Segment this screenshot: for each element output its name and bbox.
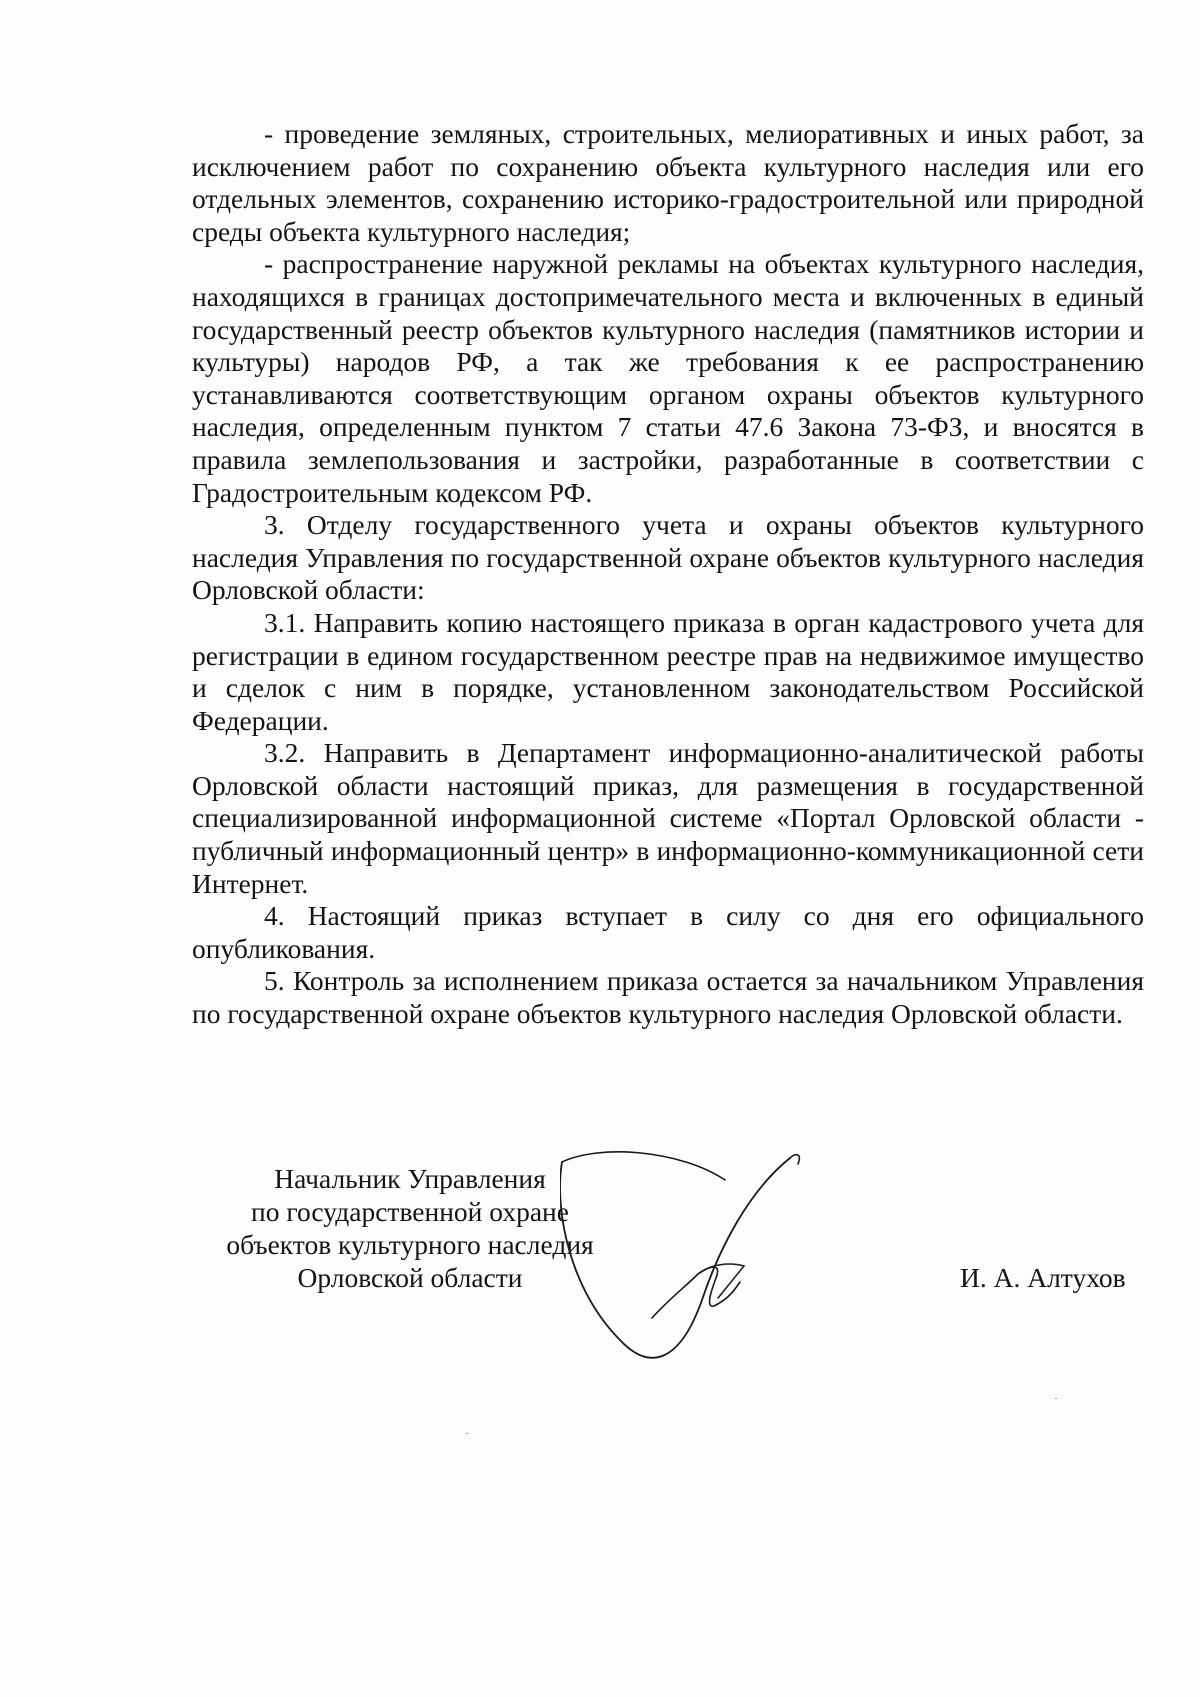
position-line: Начальник Управления [274,1163,546,1194]
paragraph-item-5: 5. Контроль за исполнением приказа остается за начальником Управления по государственной охране объектов культурного наследия Орловской области. [192,965,1144,1030]
paragraph-earthworks: - проведение земляных, строительных, мелиоративных и иных работ, за исключением работ по сохранению объекта культурного наследия или его отдельных элементов, сохранению историко-градостроительной или природной среды объекта культурного наследия; [192,118,1144,247]
paragraph-item-4: 4. Настоящий приказ вступает в силу со дня его официального опубликования. [192,900,1144,964]
paragraph-item-3-1: 3.1. Направить копию настоящего приказа в орган кадастрового учета для регистрации в едином государственном реестре прав на недвижимое имущество и сделок с ним в порядке, установленном законодательством Российской Федерации. [192,606,1144,736]
scan-speck [1055,1398,1057,1399]
handwritten-signature-icon [560,1150,860,1370]
position-line: по государственной охране [251,1196,569,1227]
paragraph-item-3: 3. Отделу государственного учета и охраны объектов культурного наследия Управления по государственной охране объектов культурного наследия Орловской области: [192,509,1144,606]
position-line: объектов культурного наследия [226,1229,594,1260]
paragraph-advertising: - распространение наружной рекламы на объектах культурного наследия, находящихся в границах достопримечательного места и включенных в единый государственный реестр объектов культурного наследия (памятников истории и культуры) народов РФ, а так же требования к ее распространению устанавливаются соответствующим органом охраны объектов культурного наследия, определенным пунктом 7 статьи 47.6 Закона 73-ФЗ, и вносятся в правила землепользования и застройки, разработанные в соответствии с Градостроительным кодексом РФ. [192,248,1144,508]
scan-speck [466,1433,468,1434]
position-line: Орловской области [297,1262,523,1293]
document-body [192,118,1144,1031]
signer-name: И. А. Алтухов [960,1262,1126,1293]
paragraph-item-3-2: 3.2. Направить в Департамент информационно-аналитической работы Орловской области настоящий приказ, для размещения в государственной специализированной информационной системе «Портал Орловской области - публичный информационный центр» в информационно-коммуникационной сети Интернет. [192,737,1144,899]
